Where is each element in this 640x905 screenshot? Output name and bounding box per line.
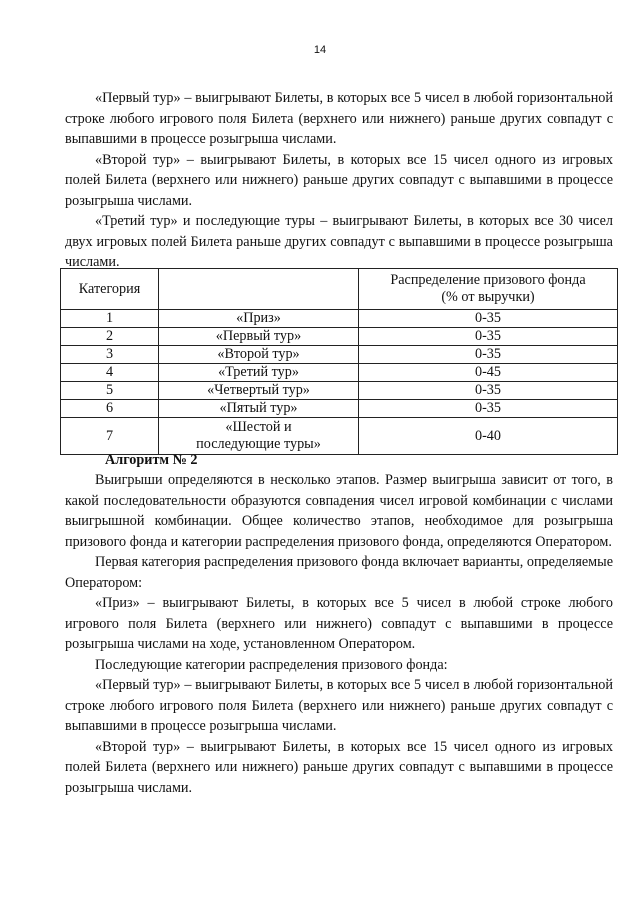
row-category-name: «Третий тур» — [159, 364, 359, 382]
paragraph-second-round: «Второй тур» – выигрывают Билеты, в которых все 15 чисел одного из игровых полей Билета (верхнего или нижнего) раньше других совпадут с выпавшими в процессе розыгрыша числами. — [65, 151, 613, 209]
row-category-name: «Первый тур» — [159, 328, 359, 346]
algorithm-heading: Алгоритм № 2 — [105, 452, 198, 468]
row-category-name — [159, 418, 359, 455]
header-distribution — [359, 269, 618, 310]
header-distribution-line1: Распределение призового фонда — [390, 272, 586, 288]
table-row — [61, 346, 618, 364]
table-header-row — [61, 269, 618, 310]
table-row — [61, 400, 618, 418]
row-distribution-percent: 0-35 — [359, 328, 618, 346]
paragraph-third-round: «Третий тур» и последующие туры – выигрывают Билеты, в которых все 30 чисел двух игровых полей Билета раньше других совпадут с выпавшими в процессе розыгрыша числами. — [65, 213, 613, 270]
row-category-name: «Пятый тур» — [159, 400, 359, 418]
row-category-number: 6 — [61, 400, 159, 418]
row-distribution-percent: 0-35 — [359, 400, 618, 418]
row-distribution-percent: 0-45 — [359, 364, 618, 382]
paragraph-stages: Выигрыши определяются в несколько этапов. Размер выигрыша зависит от того, в какой последовательности образуются совпадения чисел игровой комбинации с числами выигрышной комбинации. Общее количество этапов, необходимое для розыгрыша призового фонда и категории распределения призового фонда, определяются Оператором. — [65, 472, 613, 550]
paragraph-first-category: Первая категория распределения призового фонда включает варианты, определяемые Оператором: — [65, 554, 613, 591]
header-distribution-line2: (% от выручки) — [441, 289, 535, 305]
row-category-number: 1 — [61, 310, 159, 328]
page-number: 14 — [313, 44, 327, 56]
header-name — [159, 269, 359, 310]
table-row — [61, 310, 618, 328]
paragraph-prize: «Приз» – выигрывают Билеты, в которых все 5 чисел в любой строке любого игрового поля Билета (верхнего или нижнего) совпадут с выпавшими в процессе розыгрыша числами на ходе, установленном Оператором. — [65, 595, 613, 652]
paragraph-first-round-2: «Первый тур» – выигрывают Билеты, в которых все 5 чисел в любой горизонтальной строке любого игрового поля Билета (верхнего или нижнего) раньше других совпадут с выпавшими в процессе розыгрыша числами. — [65, 677, 613, 734]
paragraph-next-categories: Последующие категории распределения призового фонда: — [95, 656, 448, 673]
table-row — [61, 364, 618, 382]
row-distribution-percent: 0-40 — [359, 418, 618, 455]
table-row — [61, 382, 618, 400]
row-distribution-percent: 0-35 — [359, 382, 618, 400]
row-category-number: 5 — [61, 382, 159, 400]
row-category-name: «Второй тур» — [159, 346, 359, 364]
row-distribution-percent: 0-35 — [359, 346, 618, 364]
intro-text — [65, 88, 613, 273]
header-category: Категория — [61, 269, 159, 310]
table-row — [61, 418, 618, 455]
row-distribution-percent: 0-35 — [359, 310, 618, 328]
row-category-number: 3 — [61, 346, 159, 364]
prize-distribution-table — [60, 268, 618, 455]
paragraph-second-round-2: «Второй тур» – выигрывают Билеты, в которых все 15 чисел одного из игровых полей Билета (верхнего или нижнего) раньше других совпадут с выпавшими в процессе розыгрыша числами. — [65, 738, 613, 796]
row-category-name: «Приз» — [159, 310, 359, 328]
row-category-name: «Четвертый тур» — [159, 382, 359, 400]
paragraph-first-round: «Первый тур» – выигрывают Билеты, в которых все 5 чисел в любой горизонтальной строке любого игрового поля Билета (верхнего или нижнего) раньше других совпадут с выпавшими в процессе розыгрыша числами. — [65, 90, 613, 147]
algorithm-text — [65, 470, 613, 798]
row-category-name-line1: «Шестой и — [225, 419, 292, 435]
row-category-name-line2: последующие туры» — [196, 436, 321, 452]
table-row — [61, 328, 618, 346]
row-category-number: 7 — [61, 418, 159, 455]
row-category-number: 4 — [61, 364, 159, 382]
row-category-number: 2 — [61, 328, 159, 346]
